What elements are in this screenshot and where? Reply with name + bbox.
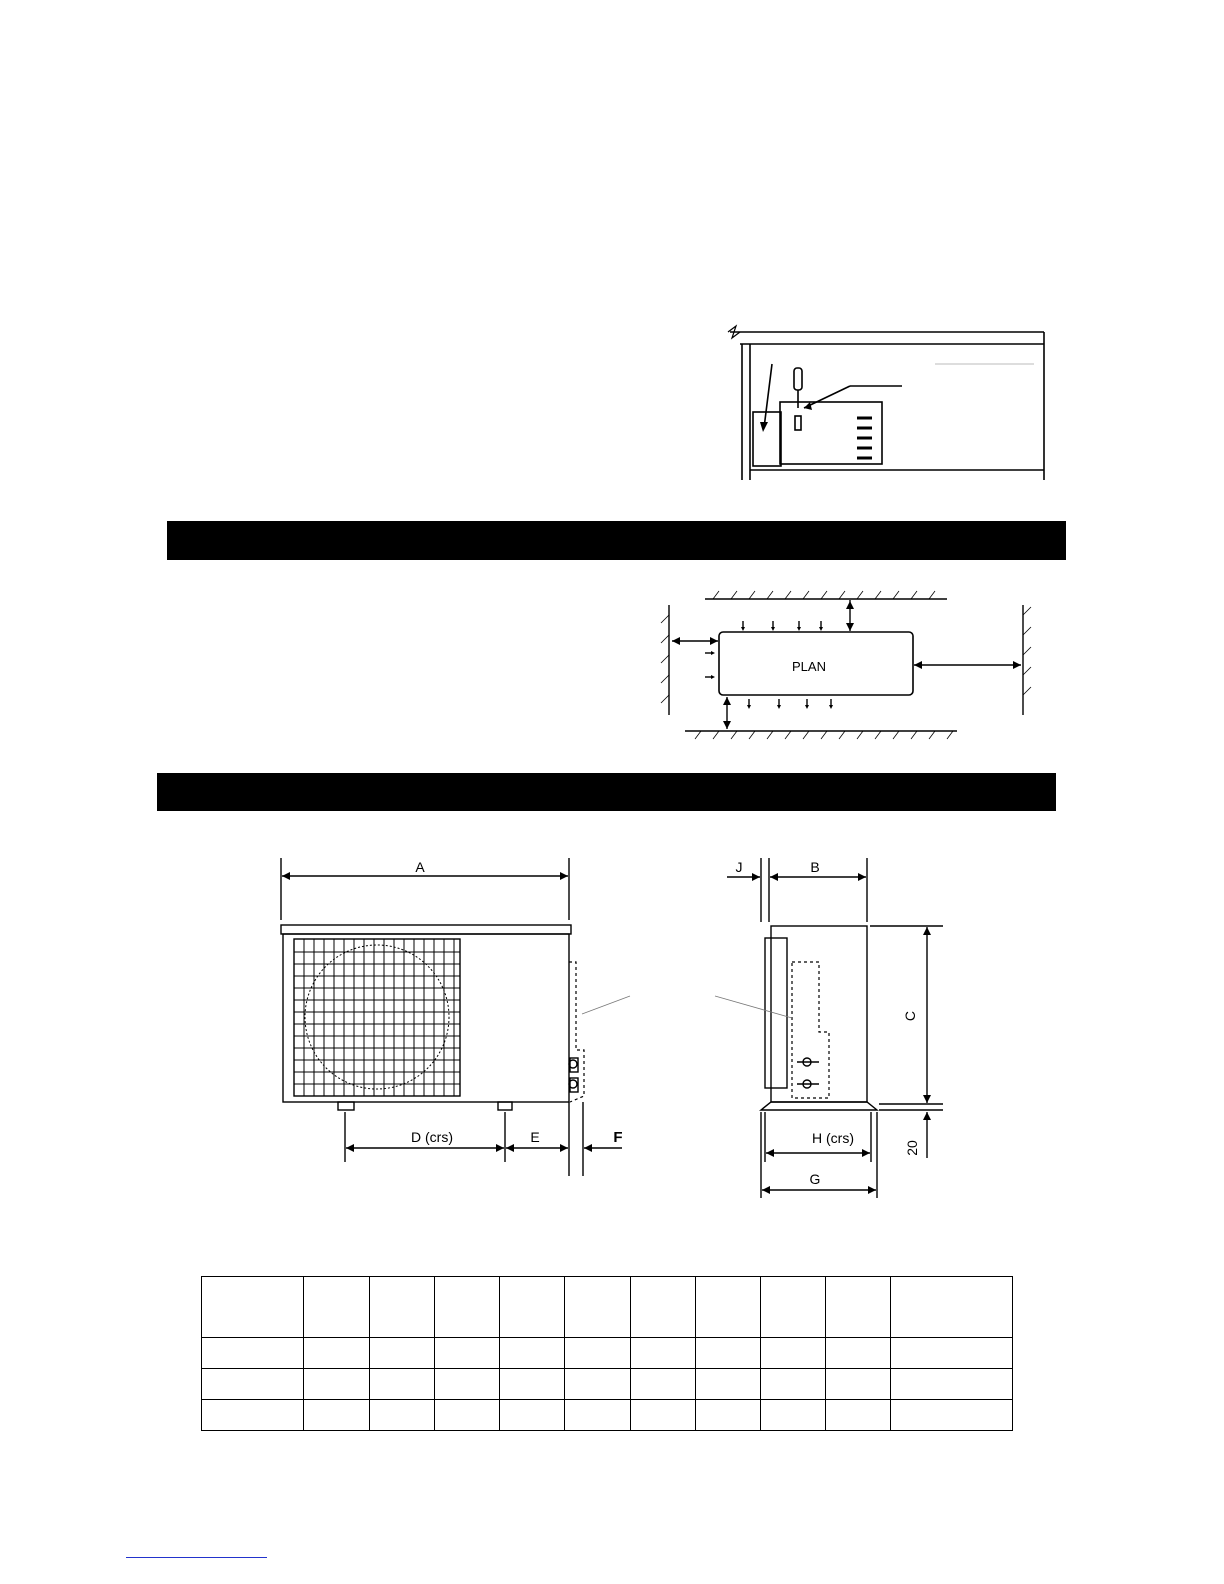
- front-view-drawing: [270, 850, 640, 1180]
- dim-j-label: J: [735, 859, 743, 875]
- table-row: [202, 1338, 1013, 1369]
- side-view-drawing: [715, 850, 945, 1210]
- dim-d-label: D (crs): [411, 1129, 453, 1145]
- dim-a-label: A: [415, 859, 425, 875]
- section-header-bar-1: [167, 521, 1066, 560]
- dimensions-table: [201, 1276, 1013, 1431]
- dim-c-label: C: [902, 1010, 918, 1022]
- plan-clearance-diagram: [655, 585, 1035, 745]
- dim-b-label: B: [810, 859, 820, 875]
- installation-detail-drawing: [720, 320, 1060, 490]
- table-row: [202, 1400, 1013, 1431]
- footnote-link-underline[interactable]: [126, 1557, 267, 1558]
- dim-20-label: 20: [904, 1140, 920, 1156]
- dim-f-label: F: [613, 1129, 623, 1146]
- section-header-bar-2: [157, 773, 1056, 811]
- dim-h-label: H (crs): [812, 1130, 854, 1146]
- table-header-row: [202, 1277, 1013, 1338]
- dim-e-label: E: [530, 1129, 540, 1145]
- plan-label: PLAN: [792, 659, 826, 674]
- dim-g-label: G: [809, 1171, 821, 1187]
- table-row: [202, 1369, 1013, 1400]
